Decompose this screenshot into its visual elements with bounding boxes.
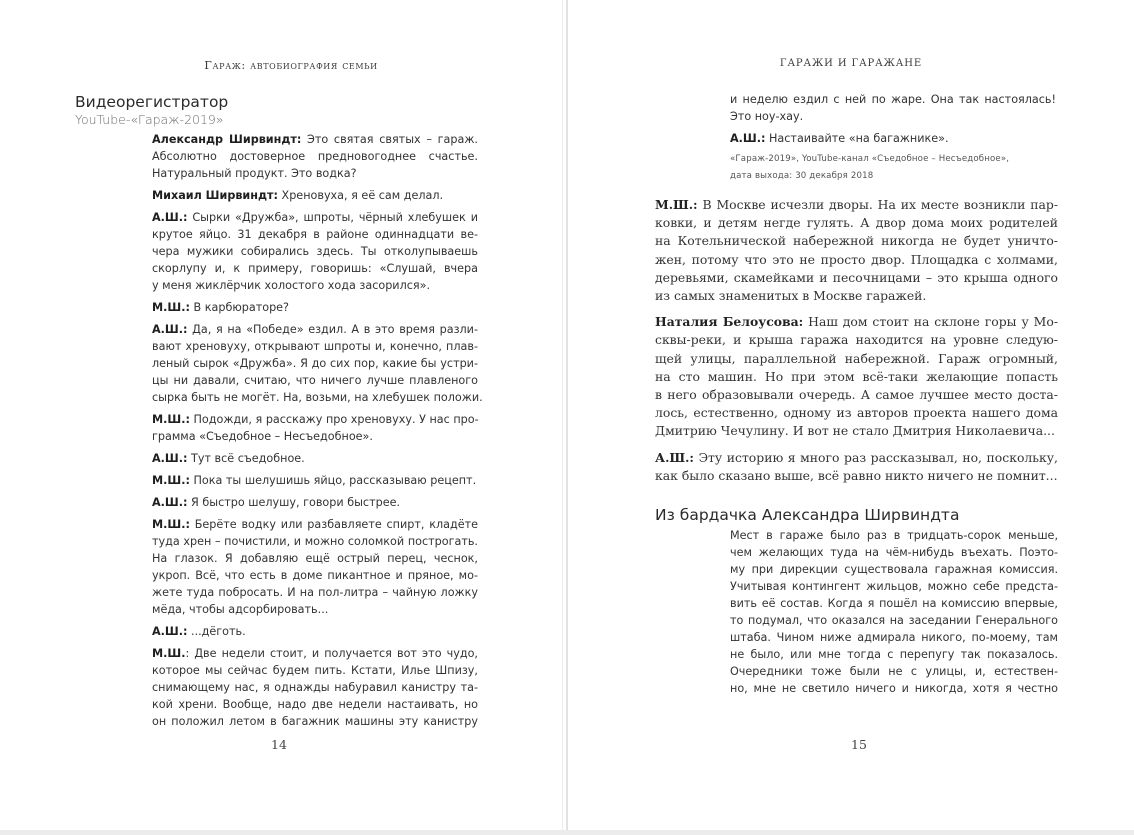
line-text: Да, я на «Победе» ездил. А в это время разли- bbox=[187, 323, 478, 336]
line-text: Хреновуха, я её сам делал. bbox=[277, 189, 444, 202]
text-line bbox=[152, 243, 478, 260]
dialogue-paragraph bbox=[152, 472, 478, 489]
line-text: кой хрени. Вообще, надо две недели настаивать, но bbox=[152, 698, 478, 711]
text-line bbox=[152, 299, 478, 316]
speaker-name: А.Ш.: bbox=[152, 452, 188, 465]
line-text: вают хреновуху, открывают шпроты и, конечно, плав- bbox=[152, 340, 478, 353]
text-line bbox=[730, 130, 1056, 147]
line-text: грамма «Съедобное – Несъедобное». bbox=[152, 430, 373, 443]
dialogue-paragraph bbox=[730, 130, 1056, 147]
text-line bbox=[152, 696, 478, 713]
speaker-name: М.Ш.: bbox=[152, 413, 190, 426]
dialogue-paragraph bbox=[152, 131, 478, 182]
text-line bbox=[152, 321, 478, 338]
line-text: туда хрен – почистили, и можно соломкой построгать. bbox=[152, 535, 478, 548]
bottom-page-edge bbox=[0, 830, 1134, 835]
line-text: из самых знаменитых в Москве гаражей. bbox=[655, 288, 927, 304]
text-line bbox=[152, 567, 478, 584]
line-text: Очередники тоже были не с улицы, и, естествен- bbox=[730, 665, 1058, 678]
text-line bbox=[152, 623, 478, 640]
text-line bbox=[152, 645, 478, 662]
line-text: Сырки «Дружба», шпроты, чёрный хлебушек и bbox=[187, 211, 478, 224]
text-line bbox=[730, 91, 1056, 108]
text-line bbox=[655, 422, 1058, 440]
line-text: штаба. Чином ниже адмирала никого, по-моему, там bbox=[730, 631, 1058, 644]
text-line bbox=[152, 165, 478, 182]
text-line bbox=[152, 450, 478, 467]
text-line bbox=[730, 578, 1058, 595]
dialogue-paragraph bbox=[152, 494, 478, 511]
speaker-name: М.Ш.: bbox=[152, 301, 190, 314]
section-subtitle-youtube: YouTube-«Гараж-2019» bbox=[75, 112, 224, 127]
dialogue-paragraph bbox=[152, 645, 478, 730]
text-line bbox=[655, 251, 1058, 269]
line-text: чера мужики собирались здесь. Ты отколупываешь bbox=[152, 245, 478, 258]
dialogue-paragraph bbox=[152, 411, 478, 445]
line-text: не было, или мне тогда с перепугу так показалось. bbox=[730, 648, 1058, 661]
line-text: Эту историю я много раз рассказывал, но, поскольку, bbox=[694, 449, 1058, 465]
text-line bbox=[730, 561, 1058, 578]
line-text: в него образовывали очередь. А самое лучшее место доста- bbox=[655, 387, 1058, 403]
section-title-glovebox: Из бардачка Александра Ширвиндта bbox=[655, 506, 960, 524]
text-line bbox=[152, 679, 478, 696]
line-text: Дмитрию Чечулину. И вот не стало Дмитрия Николаевича... bbox=[655, 423, 1055, 439]
line-text: на сто машин. Но при этом всё-таки желающие попасть bbox=[655, 368, 1058, 384]
text-line bbox=[655, 368, 1058, 386]
dialogue-paragraph bbox=[730, 91, 1056, 125]
text-line bbox=[655, 214, 1058, 232]
speaker-name: А.Ш.: bbox=[655, 449, 695, 465]
text-line bbox=[152, 226, 478, 243]
text-line bbox=[152, 277, 478, 294]
line-text: и неделю ездил с ней по жаре. Она так настоялась! bbox=[730, 93, 1056, 106]
line-text: сырка быть не могёт. На, возьми, на хлебушек положи. bbox=[152, 391, 483, 404]
line-text: но, мне не светило ничего и никогда, хотя я честно bbox=[730, 682, 1058, 695]
text-line bbox=[152, 372, 478, 389]
speaker-name: А.Ш.: bbox=[730, 132, 766, 145]
page-number-right: 15 bbox=[851, 737, 867, 752]
source-note-line2: дата выхода: 30 декабря 2018 bbox=[730, 171, 874, 181]
dialogue-paragraph bbox=[152, 450, 478, 467]
line-text: то подумал, что оказался на заседании Генерального bbox=[730, 614, 1058, 627]
text-line bbox=[152, 148, 478, 165]
dialogue-paragraph bbox=[655, 313, 1058, 440]
text-line bbox=[730, 646, 1058, 663]
line-text: Это ноу-хау. bbox=[730, 110, 804, 123]
right-page bbox=[568, 0, 1134, 830]
speaker-name: А.Ш.: bbox=[152, 625, 188, 638]
line-text: Натуральный продукт. Это водка? bbox=[152, 167, 357, 180]
speaker-name: А.Ш.: bbox=[152, 496, 188, 509]
dialogue-paragraph bbox=[655, 449, 1058, 485]
left-running-head: Гараж: автобиография семьи bbox=[204, 58, 378, 72]
line-text: крутое яйцо. 31 декабря в районе одиннадцати ве- bbox=[152, 228, 478, 241]
line-text: щей улицы, параллельной набережной. Гараж огромный, bbox=[655, 350, 1058, 366]
line-text: лось, естественно, одному из авторов проекта нашего дома bbox=[655, 405, 1058, 421]
dialogue-paragraph bbox=[152, 209, 478, 294]
line-text: скорлупу и, к примеру, говоришь: «Слушай, вчера bbox=[152, 262, 478, 275]
text-line bbox=[152, 428, 478, 445]
text-line bbox=[152, 494, 478, 511]
line-text: как было сказано выше, всё равно никто ничего не помнит... bbox=[655, 467, 1058, 483]
line-text: деревьями, скамейками и песочницами – это крыша одного bbox=[655, 269, 1058, 285]
line-text: Учитывая контингент жильцов, можно себе предста- bbox=[730, 580, 1058, 593]
source-note-line1: «Гараж-2019», YouTube-канал «Съедобное – Несъедобное», bbox=[730, 154, 1010, 164]
line-text: жете туда побросать. И на пол-литра – чайную ложку bbox=[152, 586, 478, 599]
speaker-name: М.Ш.: bbox=[152, 474, 190, 487]
line-text: у меня жиклёрчик холостого хода засорился». bbox=[152, 279, 431, 292]
line-text: Настаивайте «на багажнике». bbox=[765, 132, 949, 145]
speaker-name: М.Ш.: bbox=[152, 518, 190, 531]
text-line bbox=[730, 612, 1058, 629]
speaker-name: А.Ш.: bbox=[152, 323, 188, 336]
line-text: Абсолютно достоверное предновогоднее счастье. bbox=[152, 150, 478, 163]
right-running-head: ГАРАЖИ И ГАРАЖАНЕ bbox=[779, 58, 923, 69]
line-text: Наш дом стоит на склоне горы у Мо- bbox=[803, 314, 1059, 330]
speaker-name: М.Ш.: bbox=[655, 197, 698, 212]
page-number-left: 14 bbox=[271, 737, 287, 752]
text-line bbox=[152, 131, 478, 148]
line-text: которое мы сейчас будем пить. Кстати, Илье Шпизу, bbox=[152, 664, 478, 677]
text-line bbox=[655, 331, 1058, 349]
text-line bbox=[152, 389, 483, 406]
text-line bbox=[730, 527, 1058, 544]
text-line bbox=[655, 196, 1058, 214]
dialogue-paragraph bbox=[152, 299, 478, 316]
text-line bbox=[655, 350, 1058, 368]
text-line bbox=[152, 584, 478, 601]
text-line bbox=[655, 232, 1058, 250]
line-text: Пока ты шелушишь яйцо, рассказываю рецепт. bbox=[189, 474, 477, 487]
memoir-block bbox=[730, 527, 1058, 702]
left-page bbox=[0, 0, 562, 830]
speaker-name: Наталия Белоусова: bbox=[655, 314, 804, 330]
text-line bbox=[152, 713, 478, 730]
interview-serif-block bbox=[655, 196, 1058, 493]
line-text: ...дёготь. bbox=[187, 625, 246, 638]
line-text: Это святая святых – гараж. bbox=[301, 133, 478, 146]
spine-shadow bbox=[562, 0, 563, 832]
line-text: чем желающих туда на чём-нибудь въехать. Поэто- bbox=[730, 546, 1058, 559]
line-text: он положил летом в багажник машины эту канистру bbox=[152, 715, 478, 728]
line-text: му при дирекции существовала гаражная комиссия. bbox=[730, 563, 1058, 576]
text-line bbox=[655, 269, 1058, 287]
section-title-dashcam: Видеорегистратор bbox=[75, 93, 229, 111]
speaker-name: Михаил Ширвиндт: bbox=[152, 189, 278, 202]
text-line bbox=[730, 108, 1056, 125]
text-line bbox=[152, 209, 478, 226]
text-line bbox=[655, 386, 1058, 404]
line-text: мёда, чтобы адсорбировать... bbox=[152, 603, 329, 616]
source-note bbox=[730, 151, 1009, 185]
text-line bbox=[730, 595, 1058, 612]
speaker-name: М.Ш. bbox=[152, 647, 186, 660]
continued-dialogue-block bbox=[730, 91, 1056, 152]
text-line bbox=[655, 313, 1058, 331]
line-text: Тут всё съедобное. bbox=[187, 452, 305, 465]
text-line bbox=[152, 187, 478, 204]
line-text: леный сырок «Дружба». Я до сих пор, какие бы устри- bbox=[152, 357, 478, 370]
text-line bbox=[655, 467, 1058, 485]
line-text: Берёте водку или разбавляете спирт, кладёте bbox=[189, 518, 478, 531]
speaker-name: А.Ш.: bbox=[152, 211, 188, 224]
text-line bbox=[152, 411, 478, 428]
text-line bbox=[152, 662, 478, 679]
line-text: вить её состав. Когда я пошёл на комиссию впервые, bbox=[730, 597, 1058, 610]
line-text: Подожди, я расскажу про хреновуху. У нас про- bbox=[189, 413, 479, 426]
text-line bbox=[730, 663, 1058, 680]
text-line bbox=[730, 629, 1058, 646]
line-text: Мест в гараже было раз в тридцать-сорок меньше, bbox=[730, 529, 1058, 542]
line-text: : Две недели стоит, и получается вот это чудо, bbox=[185, 647, 478, 660]
line-text: снимающему нас, я однажды набуравил канистру та- bbox=[152, 681, 478, 694]
line-text: жен, потому что это не просто двор. Площадка с холмами, bbox=[655, 251, 1058, 267]
text-line bbox=[152, 516, 478, 533]
line-text: На глазок. Я добавляю ещё острый перец, чеснок, bbox=[152, 552, 478, 565]
text-line bbox=[655, 287, 1058, 305]
left-dialogue-block bbox=[152, 131, 483, 735]
line-text: укроп. Всё, что есть в доме пикантное и пряное, мо- bbox=[152, 569, 478, 582]
text-line bbox=[730, 544, 1058, 561]
text-line bbox=[152, 260, 478, 277]
text-line bbox=[152, 550, 478, 567]
text-line bbox=[152, 472, 478, 489]
dialogue-paragraph bbox=[152, 321, 483, 406]
dialogue-paragraph bbox=[655, 196, 1058, 305]
line-text: ковки, и детям негде гулять. А двор дома моих родителей bbox=[655, 215, 1058, 231]
line-text: на Котельнической набережной никогда не будет уничто- bbox=[655, 233, 1058, 249]
line-text: В Москве исчезли дворы. На их месте возникли пар- bbox=[697, 197, 1058, 212]
text-line bbox=[152, 355, 478, 372]
dialogue-paragraph bbox=[152, 623, 478, 640]
dialogue-paragraph bbox=[152, 187, 478, 204]
line-text: Я быстро шелушу, говори быстрее. bbox=[187, 496, 401, 509]
dialogue-paragraph bbox=[152, 516, 478, 618]
line-text: сквы-реки, и крыша гаража находится на уровне следую- bbox=[655, 332, 1058, 348]
speaker-name: Александр Ширвиндт: bbox=[152, 133, 302, 146]
dialogue-paragraph bbox=[730, 527, 1058, 697]
line-text: цы ни давали, считаю, что ничего лучше плавленого bbox=[152, 374, 478, 387]
text-line bbox=[152, 533, 478, 550]
text-line bbox=[152, 601, 478, 618]
text-line bbox=[730, 680, 1058, 697]
text-line bbox=[655, 404, 1058, 422]
line-text: В карбюраторе? bbox=[189, 301, 289, 314]
text-line bbox=[152, 338, 478, 355]
text-line bbox=[655, 449, 1058, 467]
